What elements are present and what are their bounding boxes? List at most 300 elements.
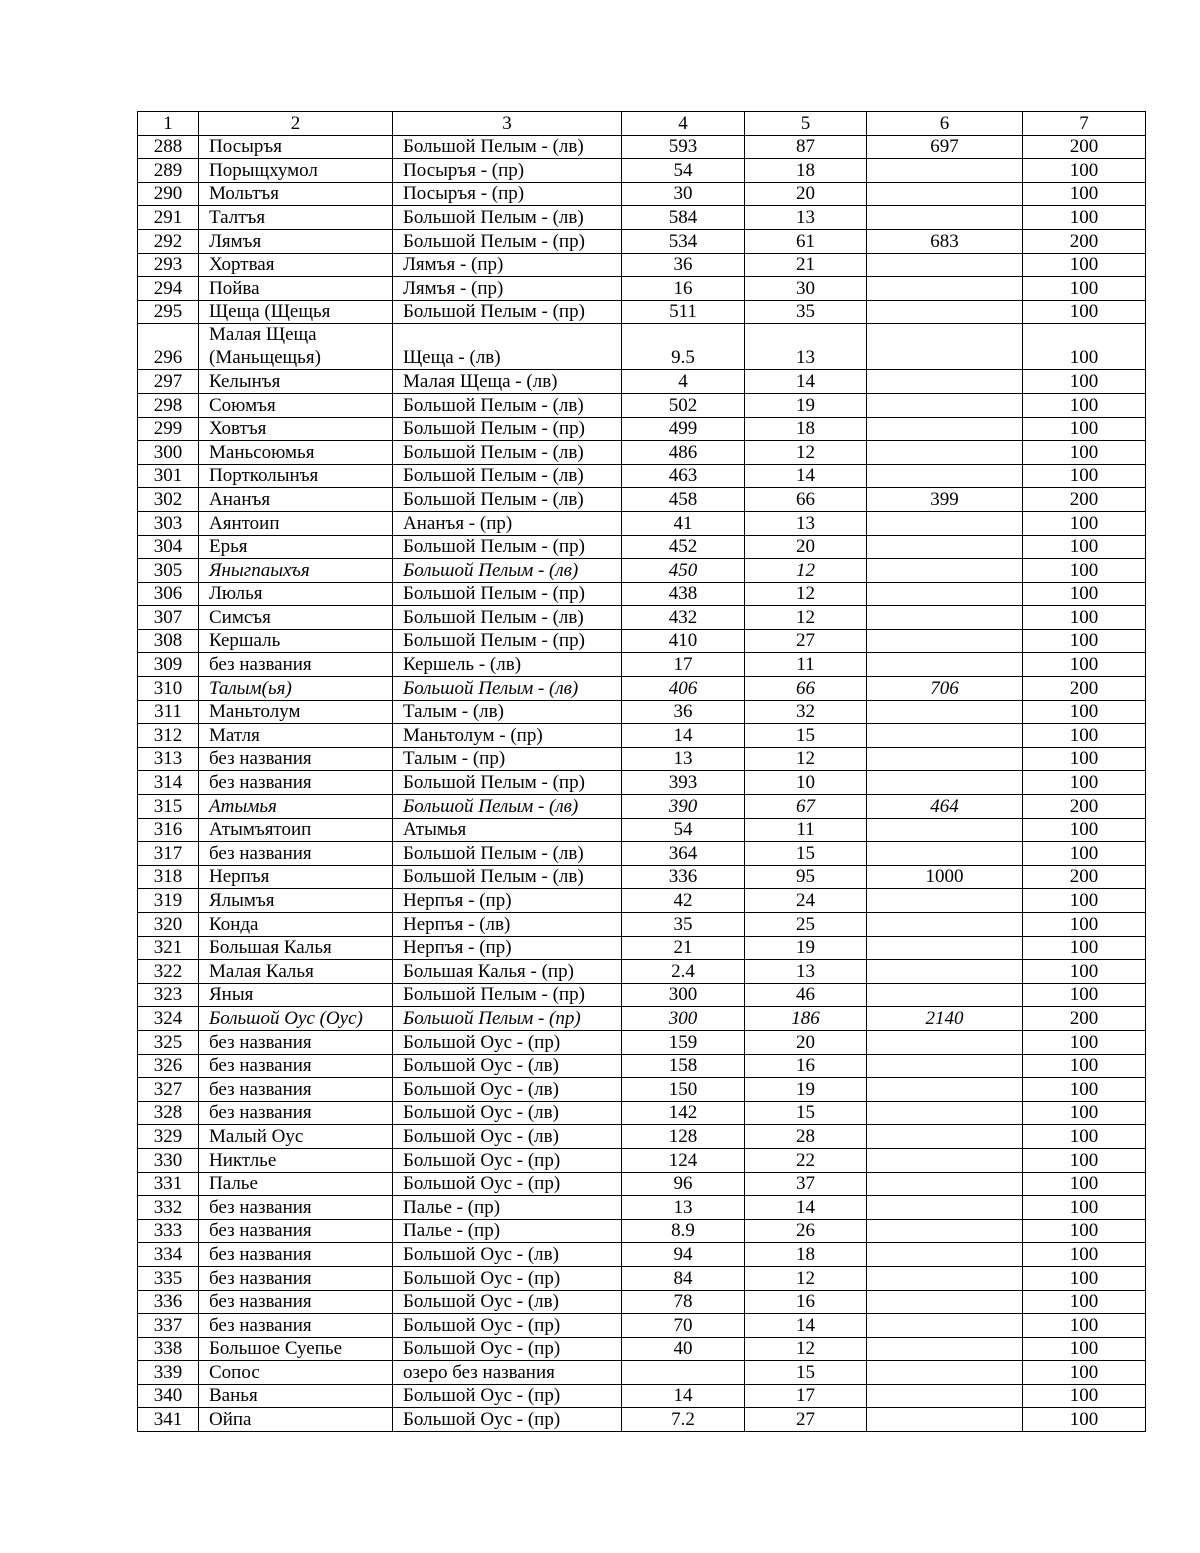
column-7-cell: 100 — [1023, 159, 1146, 183]
column-7-cell: 100 — [1023, 393, 1146, 417]
row-number-cell: 295 — [138, 300, 199, 324]
river-name-cell: Лямъя — [199, 229, 393, 253]
row-number-cell: 323 — [138, 983, 199, 1007]
column-7-cell: 200 — [1023, 135, 1146, 159]
column-7-cell: 100 — [1023, 983, 1146, 1007]
river-name-cell: Большое Суепье — [199, 1337, 393, 1361]
table-row — [138, 1290, 1146, 1314]
mouth-location-cell: Большой Пелым - (лв) — [393, 441, 622, 465]
row-number-cell: 331 — [138, 1172, 199, 1196]
column-5-cell: 46 — [745, 983, 867, 1007]
table-row — [138, 1148, 1146, 1172]
river-name-cell: Союмъя — [199, 393, 393, 417]
row-number-cell: 317 — [138, 842, 199, 866]
column-7-cell: 100 — [1023, 1361, 1146, 1385]
column-5-cell: 12 — [745, 441, 867, 465]
column-5-cell: 14 — [745, 464, 867, 488]
table-row — [138, 606, 1146, 630]
row-number-cell: 300 — [138, 441, 199, 465]
column-5-cell: 19 — [745, 1078, 867, 1102]
river-name-cell: Конда — [199, 913, 393, 937]
column-5-cell: 186 — [745, 1007, 867, 1031]
column-7-cell: 100 — [1023, 464, 1146, 488]
column-5-cell: 22 — [745, 1148, 867, 1172]
column-7-cell: 100 — [1023, 913, 1146, 937]
column-5-cell: 87 — [745, 135, 867, 159]
column-6-cell — [867, 277, 1023, 301]
mouth-location-cell: Большой Пелым - (пр) — [393, 535, 622, 559]
column-6-cell — [867, 182, 1023, 206]
river-name-cell: Большой Оус (Оус) — [199, 1007, 393, 1031]
column-7-cell: 100 — [1023, 1196, 1146, 1220]
row-number-cell: 315 — [138, 795, 199, 819]
mouth-location-cell: Большой Пелым - (лв) — [393, 206, 622, 230]
river-name-cell: без названия — [199, 1243, 393, 1267]
header-cell-5: 5 — [745, 112, 867, 136]
row-number-cell: 327 — [138, 1078, 199, 1102]
table-row — [138, 135, 1146, 159]
column-4-cell: 36 — [622, 700, 745, 724]
row-number-cell: 336 — [138, 1290, 199, 1314]
column-7-cell: 200 — [1023, 488, 1146, 512]
row-number-cell: 299 — [138, 417, 199, 441]
column-7-cell: 100 — [1023, 653, 1146, 677]
column-6-cell — [867, 771, 1023, 795]
mouth-location-cell: Большой Оус - (пр) — [393, 1314, 622, 1338]
table-row — [138, 324, 1146, 370]
river-name-cell: Мольтъя — [199, 182, 393, 206]
mouth-location-cell: Большой Пелым - (пр) — [393, 629, 622, 653]
column-4-cell: 21 — [622, 936, 745, 960]
column-7-cell: 100 — [1023, 842, 1146, 866]
row-number-cell: 308 — [138, 629, 199, 653]
column-6-cell — [867, 1384, 1023, 1408]
column-5-cell: 17 — [745, 1384, 867, 1408]
column-4-cell: 406 — [622, 677, 745, 701]
mouth-location-cell: Лямъя - (пр) — [393, 277, 622, 301]
river-name-cell: Ананъя — [199, 488, 393, 512]
column-4-cell: 70 — [622, 1314, 745, 1338]
column-4-cell: 393 — [622, 771, 745, 795]
table-row — [138, 865, 1146, 889]
column-5-cell: 28 — [745, 1125, 867, 1149]
river-name-cell: без названия — [199, 747, 393, 771]
table-row — [138, 795, 1146, 819]
table-row — [138, 653, 1146, 677]
row-number-cell: 338 — [138, 1337, 199, 1361]
column-5-cell: 14 — [745, 370, 867, 394]
column-6-cell — [867, 511, 1023, 535]
column-7-cell: 100 — [1023, 559, 1146, 583]
table-row — [138, 677, 1146, 701]
river-name-cell: Келынъя — [199, 370, 393, 394]
column-5-cell: 14 — [745, 1196, 867, 1220]
header-cell-2: 2 — [199, 112, 393, 136]
mouth-location-cell: Большой Пелым - (лв) — [393, 488, 622, 512]
mouth-location-cell: Большой Пелым - (лв) — [393, 842, 622, 866]
river-name-cell: Палье — [199, 1172, 393, 1196]
column-5-cell: 13 — [745, 511, 867, 535]
mouth-location-cell: Талым - (пр) — [393, 747, 622, 771]
column-4-cell: 463 — [622, 464, 745, 488]
column-6-cell: 706 — [867, 677, 1023, 701]
river-name-cell: Хортвая — [199, 253, 393, 277]
column-6-cell: 683 — [867, 229, 1023, 253]
river-name-cell: без названия — [199, 1266, 393, 1290]
river-name-cell: Ховтъя — [199, 417, 393, 441]
header-cell-3: 3 — [393, 112, 622, 136]
column-6-cell — [867, 1243, 1023, 1267]
river-name-cell: Большая Калья — [199, 936, 393, 960]
column-4-cell: 511 — [622, 300, 745, 324]
row-number-cell: 329 — [138, 1125, 199, 1149]
column-4-cell: 300 — [622, 983, 745, 1007]
table-body — [138, 135, 1146, 1431]
river-name-cell: Яныя — [199, 983, 393, 1007]
column-6-cell — [867, 1101, 1023, 1125]
column-4-cell: 94 — [622, 1243, 745, 1267]
mouth-location-cell: Посыръя - (пр) — [393, 182, 622, 206]
column-5-cell: 13 — [745, 324, 867, 370]
column-4-cell: 534 — [622, 229, 745, 253]
column-5-cell: 11 — [745, 818, 867, 842]
column-6-cell — [867, 393, 1023, 417]
table-row — [138, 253, 1146, 277]
column-4-cell: 54 — [622, 159, 745, 183]
table-row — [138, 1196, 1146, 1220]
table-row — [138, 629, 1146, 653]
column-4-cell: 390 — [622, 795, 745, 819]
table-row — [138, 1078, 1146, 1102]
river-name-cell: Ванья — [199, 1384, 393, 1408]
column-4-cell: 40 — [622, 1337, 745, 1361]
row-number-cell: 333 — [138, 1219, 199, 1243]
column-6-cell: 464 — [867, 795, 1023, 819]
column-6-cell — [867, 324, 1023, 370]
column-6-cell: 2140 — [867, 1007, 1023, 1031]
table-row — [138, 1030, 1146, 1054]
column-4-cell: 486 — [622, 441, 745, 465]
river-name-cell: Талтъя — [199, 206, 393, 230]
column-5-cell: 19 — [745, 936, 867, 960]
mouth-location-cell: Атымья — [393, 818, 622, 842]
column-4-cell: 30 — [622, 182, 745, 206]
column-4-cell: 41 — [622, 511, 745, 535]
column-7-cell: 100 — [1023, 417, 1146, 441]
mouth-location-cell: Большой Пелым - (пр) — [393, 300, 622, 324]
column-5-cell: 30 — [745, 277, 867, 301]
table-row — [138, 441, 1146, 465]
column-4-cell: 4 — [622, 370, 745, 394]
header-cell-6: 6 — [867, 112, 1023, 136]
column-6-cell — [867, 747, 1023, 771]
river-name-cell: Атымъятоип — [199, 818, 393, 842]
column-5-cell: 26 — [745, 1219, 867, 1243]
header-cell-1: 1 — [138, 112, 199, 136]
table-row — [138, 182, 1146, 206]
table-row — [138, 159, 1146, 183]
column-5-cell: 32 — [745, 700, 867, 724]
row-number-cell: 335 — [138, 1266, 199, 1290]
column-6-cell — [867, 1337, 1023, 1361]
column-5-cell: 37 — [745, 1172, 867, 1196]
column-6-cell — [867, 629, 1023, 653]
column-6-cell — [867, 1172, 1023, 1196]
river-name-cell: Портколынъя — [199, 464, 393, 488]
row-number-cell: 316 — [138, 818, 199, 842]
column-4-cell: 54 — [622, 818, 745, 842]
column-6-cell — [867, 159, 1023, 183]
river-name-cell: Яныгпаыхъя — [199, 559, 393, 583]
column-4-cell: 124 — [622, 1148, 745, 1172]
table-row — [138, 1054, 1146, 1078]
mouth-location-cell: Щеща - (лв) — [393, 324, 622, 370]
column-6-cell — [867, 1125, 1023, 1149]
column-5-cell: 12 — [745, 559, 867, 583]
river-name-cell: Матля — [199, 724, 393, 748]
column-7-cell: 100 — [1023, 370, 1146, 394]
table-row — [138, 960, 1146, 984]
mouth-location-cell: Большой Оус - (лв) — [393, 1290, 622, 1314]
column-4-cell: 438 — [622, 582, 745, 606]
mouth-location-cell: Большой Оус - (пр) — [393, 1030, 622, 1054]
row-number-cell: 341 — [138, 1408, 199, 1432]
column-5-cell: 18 — [745, 1243, 867, 1267]
river-name-cell: Кершаль — [199, 629, 393, 653]
mouth-location-cell: Большой Пелым - (лв) — [393, 464, 622, 488]
mouth-location-cell: Большой Пелым - (лв) — [393, 135, 622, 159]
mouth-location-cell: Большой Пелым - (пр) — [393, 983, 622, 1007]
table-row — [138, 1125, 1146, 1149]
column-6-cell — [867, 559, 1023, 583]
mouth-location-cell: озеро без названия — [393, 1361, 622, 1385]
column-7-cell: 100 — [1023, 206, 1146, 230]
column-4-cell: 9.5 — [622, 324, 745, 370]
row-number-cell: 291 — [138, 206, 199, 230]
row-number-cell: 288 — [138, 135, 199, 159]
table-row — [138, 1314, 1146, 1338]
column-7-cell: 100 — [1023, 324, 1146, 370]
column-5-cell: 66 — [745, 677, 867, 701]
row-number-cell: 294 — [138, 277, 199, 301]
column-5-cell: 61 — [745, 229, 867, 253]
row-number-cell: 311 — [138, 700, 199, 724]
column-5-cell: 15 — [745, 842, 867, 866]
mouth-location-cell: Маньтолум - (пр) — [393, 724, 622, 748]
river-name-cell: Посыръя — [199, 135, 393, 159]
table-row — [138, 417, 1146, 441]
table-row — [138, 747, 1146, 771]
column-7-cell: 100 — [1023, 300, 1146, 324]
row-number-cell: 324 — [138, 1007, 199, 1031]
column-7-cell: 100 — [1023, 1101, 1146, 1125]
row-number-cell: 306 — [138, 582, 199, 606]
column-4-cell: 14 — [622, 1384, 745, 1408]
column-5-cell: 27 — [745, 629, 867, 653]
row-number-cell: 303 — [138, 511, 199, 535]
header-cell-4: 4 — [622, 112, 745, 136]
mouth-location-cell: Нерпъя - (лв) — [393, 913, 622, 937]
row-number-cell: 301 — [138, 464, 199, 488]
column-5-cell: 18 — [745, 417, 867, 441]
column-7-cell: 100 — [1023, 441, 1146, 465]
column-4-cell: 159 — [622, 1030, 745, 1054]
column-6-cell — [867, 1196, 1023, 1220]
column-4-cell: 499 — [622, 417, 745, 441]
column-6-cell — [867, 206, 1023, 230]
column-5-cell: 12 — [745, 606, 867, 630]
mouth-location-cell: Палье - (пр) — [393, 1196, 622, 1220]
river-name-cell: Щеща (Щещья — [199, 300, 393, 324]
table-row — [138, 818, 1146, 842]
column-4-cell: 150 — [622, 1078, 745, 1102]
table-row — [138, 771, 1146, 795]
table-row — [138, 582, 1146, 606]
river-name-cell: Атымья — [199, 795, 393, 819]
river-name-cell: Ойпа — [199, 1408, 393, 1432]
column-5-cell: 11 — [745, 653, 867, 677]
column-6-cell — [867, 1314, 1023, 1338]
table-row — [138, 535, 1146, 559]
column-7-cell: 200 — [1023, 795, 1146, 819]
river-name-cell: без названия — [199, 1054, 393, 1078]
mouth-location-cell: Ананъя - (пр) — [393, 511, 622, 535]
mouth-location-cell: Большой Оус - (пр) — [393, 1337, 622, 1361]
column-7-cell: 100 — [1023, 960, 1146, 984]
row-number-cell: 340 — [138, 1384, 199, 1408]
column-5-cell: 13 — [745, 960, 867, 984]
river-name-cell: без названия — [199, 1101, 393, 1125]
column-6-cell — [867, 1408, 1023, 1432]
column-5-cell: 12 — [745, 1266, 867, 1290]
river-name-cell: Талым(ья) — [199, 677, 393, 701]
column-5-cell: 66 — [745, 488, 867, 512]
column-6-cell — [867, 1290, 1023, 1314]
column-7-cell: 100 — [1023, 936, 1146, 960]
column-4-cell: 84 — [622, 1266, 745, 1290]
table-row — [138, 1219, 1146, 1243]
column-7-cell: 200 — [1023, 229, 1146, 253]
river-name-cell: Люлья — [199, 582, 393, 606]
column-5-cell: 15 — [745, 724, 867, 748]
column-7-cell: 100 — [1023, 1290, 1146, 1314]
river-name-cell: без названия — [199, 1290, 393, 1314]
river-name-cell: без названия — [199, 842, 393, 866]
mouth-location-cell: Большой Пелым - (пр) — [393, 229, 622, 253]
table-row — [138, 370, 1146, 394]
mouth-location-cell: Большой Пелым - (лв) — [393, 606, 622, 630]
river-name-cell: Маньсоюмья — [199, 441, 393, 465]
river-name-cell: без названия — [199, 1196, 393, 1220]
row-number-cell: 328 — [138, 1101, 199, 1125]
row-number-cell: 334 — [138, 1243, 199, 1267]
column-4-cell: 13 — [622, 1196, 745, 1220]
river-name-cell: Маньтолум — [199, 700, 393, 724]
mouth-location-cell: Большой Пелым - (пр) — [393, 417, 622, 441]
mouth-location-cell: Большой Оус - (пр) — [393, 1384, 622, 1408]
mouth-location-cell: Большой Пелым - (лв) — [393, 865, 622, 889]
row-number-cell: 321 — [138, 936, 199, 960]
column-7-cell: 100 — [1023, 1384, 1146, 1408]
column-6-cell — [867, 582, 1023, 606]
river-name-cell: Нерпъя — [199, 865, 393, 889]
column-6-cell — [867, 889, 1023, 913]
row-number-cell: 297 — [138, 370, 199, 394]
column-6-cell — [867, 253, 1023, 277]
row-number-cell: 319 — [138, 889, 199, 913]
column-7-cell: 100 — [1023, 182, 1146, 206]
column-4-cell: 8.9 — [622, 1219, 745, 1243]
column-7-cell: 100 — [1023, 889, 1146, 913]
column-5-cell: 24 — [745, 889, 867, 913]
column-5-cell: 14 — [745, 1314, 867, 1338]
mouth-location-cell: Посыръя - (пр) — [393, 159, 622, 183]
column-6-cell — [867, 1148, 1023, 1172]
mouth-location-cell: Большой Оус - (пр) — [393, 1266, 622, 1290]
river-name-cell: без названия — [199, 653, 393, 677]
column-7-cell: 200 — [1023, 1007, 1146, 1031]
column-5-cell: 15 — [745, 1101, 867, 1125]
table-row — [138, 724, 1146, 748]
mouth-location-cell: Большой Оус - (лв) — [393, 1078, 622, 1102]
river-name-cell: без названия — [199, 1030, 393, 1054]
column-5-cell: 16 — [745, 1290, 867, 1314]
table-row — [138, 1101, 1146, 1125]
column-6-cell — [867, 1030, 1023, 1054]
column-6-cell — [867, 441, 1023, 465]
column-5-cell: 12 — [745, 582, 867, 606]
column-5-cell: 15 — [745, 1361, 867, 1385]
column-7-cell: 100 — [1023, 1243, 1146, 1267]
river-name-cell: без названия — [199, 1078, 393, 1102]
column-4-cell: 158 — [622, 1054, 745, 1078]
column-6-cell — [867, 606, 1023, 630]
column-4-cell: 78 — [622, 1290, 745, 1314]
row-number-cell: 292 — [138, 229, 199, 253]
header-cell-7: 7 — [1023, 112, 1146, 136]
column-5-cell: 20 — [745, 1030, 867, 1054]
column-5-cell: 27 — [745, 1408, 867, 1432]
table-row — [138, 488, 1146, 512]
column-4-cell: 142 — [622, 1101, 745, 1125]
mouth-location-cell: Кершель - (лв) — [393, 653, 622, 677]
column-4-cell: 35 — [622, 913, 745, 937]
table-row — [138, 559, 1146, 583]
column-7-cell: 100 — [1023, 1054, 1146, 1078]
row-number-cell: 313 — [138, 747, 199, 771]
column-7-cell: 100 — [1023, 747, 1146, 771]
river-name-cell: Малая Щеща (Маньщещья) — [199, 324, 393, 370]
row-number-cell: 314 — [138, 771, 199, 795]
column-7-cell: 100 — [1023, 1148, 1146, 1172]
table-row — [138, 1384, 1146, 1408]
column-5-cell: 12 — [745, 747, 867, 771]
column-7-cell: 100 — [1023, 606, 1146, 630]
column-6-cell — [867, 1219, 1023, 1243]
table-row — [138, 1243, 1146, 1267]
row-number-cell: 312 — [138, 724, 199, 748]
mouth-location-cell: Большой Оус - (пр) — [393, 1408, 622, 1432]
river-name-cell: без названия — [199, 771, 393, 795]
column-7-cell: 100 — [1023, 1078, 1146, 1102]
mouth-location-cell: Лямъя - (пр) — [393, 253, 622, 277]
column-6-cell — [867, 370, 1023, 394]
table-row — [138, 464, 1146, 488]
column-6-cell — [867, 960, 1023, 984]
column-4-cell: 7.2 — [622, 1408, 745, 1432]
column-7-cell: 100 — [1023, 1266, 1146, 1290]
table-row — [138, 511, 1146, 535]
